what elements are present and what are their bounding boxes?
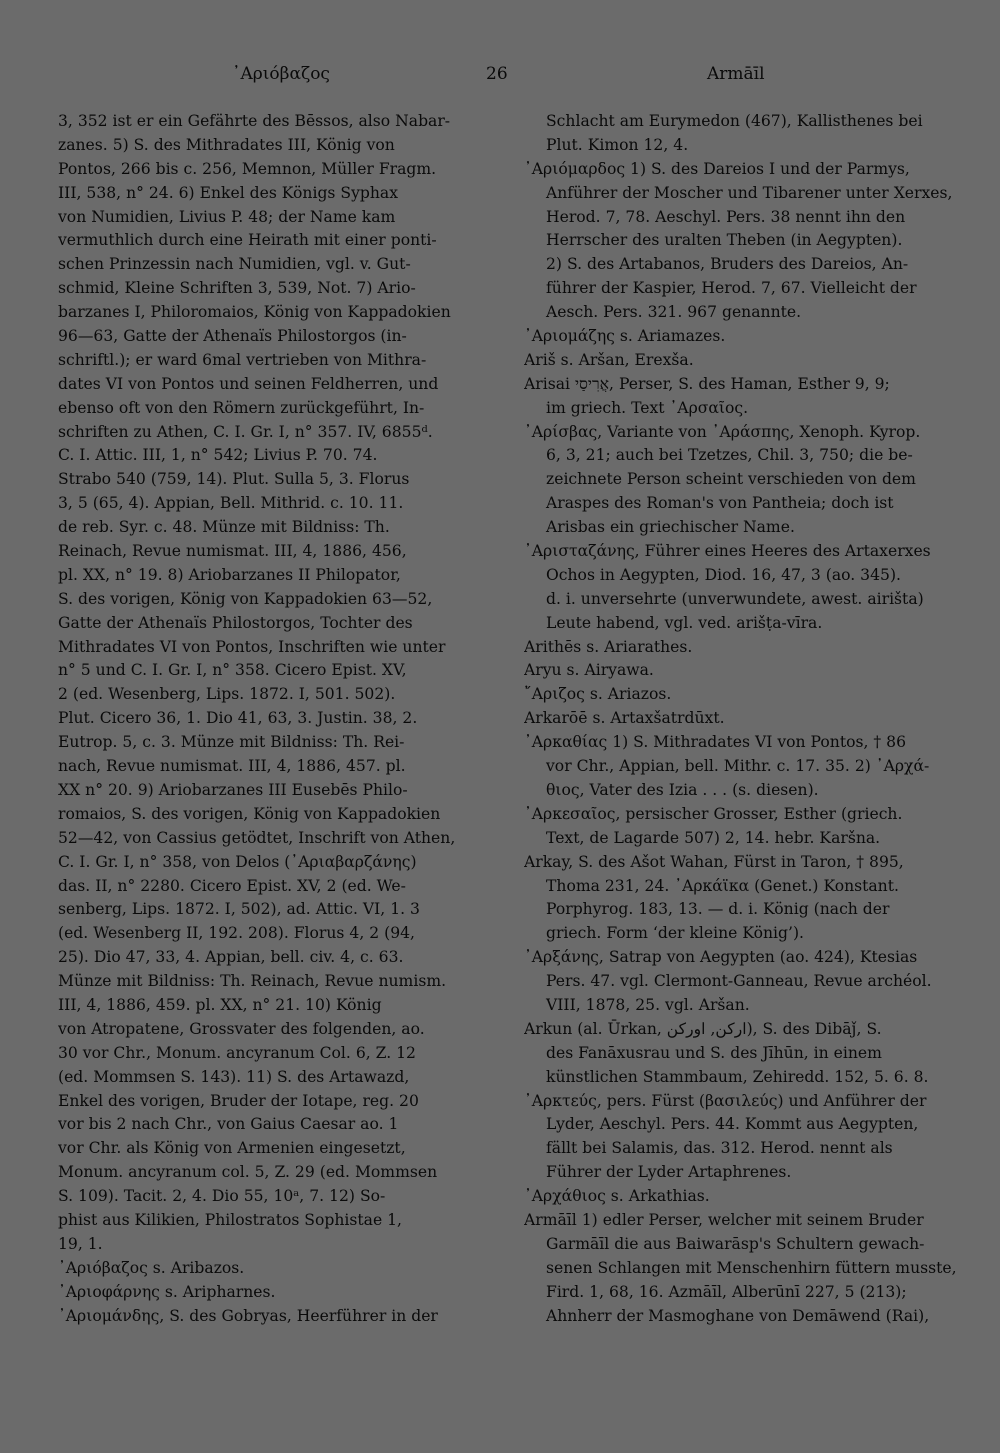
- text-line: S. 109). Tacit. 2, 4. Dio 55, 10ᵃ, 7. 12) So-: [58, 1187, 386, 1206]
- text-line: ᾿Αριόμαρδος 1) S. des Dareios I und der Parmys,: [524, 159, 910, 178]
- text-line: n° 5 und C. I. Gr. I, n° 358. Cicero Epist. XV,: [58, 661, 407, 680]
- text-line: Anführer der Moscher und Tibarener unter Xerxes,: [546, 183, 953, 202]
- text-line: XX n° 20. 9) Ariobarzanes III Eusebēs Philo-: [58, 780, 408, 799]
- text-line: im griech. Text ᾿Αρσαῖος.: [546, 398, 749, 417]
- right-column: [524, 110, 964, 1328]
- text-line: 2) S. des Artabanos, Bruders des Dareios, An-: [546, 255, 909, 274]
- text-line: (ed. Mommsen S. 143). 11) S. des Artawazd,: [58, 1067, 410, 1086]
- text-line: ebenso oft von den Römern zurückgeführt, In-: [58, 398, 425, 417]
- text-line: C. I. Attic. III, 1, n° 542; Livius P. 70. 74.: [58, 446, 378, 465]
- text-line: Gatte der Athenaïs Philostorgos, Tochter des: [58, 613, 413, 632]
- text-line: 2 (ed. Wesenberg, Lips. 1872. I, 501. 502).: [58, 685, 396, 704]
- text-line: zanes. 5) S. des Mithradates III, König von: [58, 135, 395, 154]
- text-line: schriftl.); er ward 6mal vertrieben von Mithra-: [58, 350, 427, 369]
- text-line: vor bis 2 nach Chr., von Gaius Caesar ao. 1: [58, 1115, 399, 1134]
- text-line: Plut. Kimon 12, 4.: [546, 135, 689, 154]
- text-line: Aesch. Pers. 321. 967 genannte.: [546, 303, 802, 322]
- text-line: Aryu s. Airyawa.: [524, 661, 654, 680]
- text-line: Arisai אֲרִיסַי, Perser, S. des Haman, Esther 9, 9;: [524, 374, 890, 393]
- text-line: Pers. 47. vgl. Clermont-Ganneau, Revue archéol.: [546, 972, 932, 991]
- text-line: Monum. ancyranum col. 5, Z. 29 (ed. Mommsen: [58, 1163, 438, 1182]
- text-line: Herod. 7, 78. Aeschyl. Pers. 38 nennt ihn den: [546, 207, 906, 226]
- text-line: 3, 352 ist er ein Gefährte des Bēssos, also Nabar-: [58, 112, 451, 130]
- text-line: Strabo 540 (759, 14). Plut. Sulla 5, 3. Florus: [58, 470, 410, 489]
- text-line: schriften zu Athen, C. I. Gr. I, n° 357. IV, 6855ᵈ.: [58, 422, 433, 441]
- text-line: Arisbas ein griechischer Name.: [546, 518, 795, 537]
- text-line: phist aus Kilikien, Philostratos Sophistae 1,: [58, 1210, 403, 1229]
- text-line: Garmāīl die aus Baiwarāsp's Schultern gewach-: [546, 1234, 925, 1253]
- text-line: C. I. Gr. I, n° 358, von Delos (᾿Αριαβαρζάνης): [58, 852, 417, 871]
- text-line: barzanes I, Philoromaios, König von Kappadokien: [58, 303, 451, 322]
- text-line: ᾿Αρχάθιος s. Arkathias.: [524, 1187, 710, 1206]
- text-line: zeichnete Person scheint verschieden von dem: [546, 470, 916, 489]
- text-line: griech. Form ‘der kleine König’).: [546, 924, 804, 943]
- text-line: ᾿Αριόβαζος s. Aribazos.: [58, 1258, 245, 1277]
- text-line: schen Prinzessin nach Numidien, vgl. v. Gut-: [58, 255, 411, 274]
- text-line: VIII, 1878, 25. vgl. Aršan.: [546, 995, 750, 1014]
- text-line: des Fanāxusrau und S. des Jīhūn, in einem: [546, 1043, 882, 1062]
- text-line: schmid, Kleine Schriften 3, 539, Not. 7) Ario-: [58, 279, 416, 298]
- text-line: Text, de Lagarde 507) 2, 14. hebr. Karšna.: [546, 828, 881, 847]
- text-line: Mithradates VI von Pontos, Inschriften wie unter: [58, 637, 446, 656]
- text-line: senberg, Lips. 1872. I, 502), ad. Attic. VI, 1. 3: [58, 900, 420, 919]
- text-line: Araspes des Roman's von Pantheia; doch ist: [546, 494, 894, 513]
- text-line: Enkel des vorigen, Bruder der Iotape, reg. 20: [58, 1091, 419, 1110]
- text-line: 25). Dio 47, 33, 4. Appian, bell. civ. 4, c. 63.: [58, 948, 404, 967]
- text-line: vor Chr., Appian, bell. Mithr. c. 17. 35. 2) ᾿Αρχά-: [546, 757, 930, 776]
- text-line: ᾿Αρκεσαῖος, persischer Grosser, Esther (griech.: [524, 804, 903, 823]
- text-line: das. II, n° 2280. Cicero Epist. XV, 2 (ed. We-: [58, 876, 406, 895]
- text-line: ᾿Αρίσβας, Variante von ᾿Αράσπης, Xenoph. Kyrop.: [524, 422, 921, 441]
- text-line: Porphyrog. 183, 13. — d. i. König (nach der: [546, 900, 890, 919]
- text-line: III, 4, 1886, 459. pl. XX, n° 21. 10) König: [58, 995, 382, 1014]
- text-line: (ed. Wesenberg II, 192. 208). Florus 4, 2 (94,: [58, 924, 415, 943]
- text-line: ᾿Αριομάνδης, S. des Gobryas, Heerführer in der: [58, 1306, 438, 1325]
- page-header: [0, 64, 1000, 94]
- text-line: 96—63, Gatte der Athenaïs Philostorgos (in-: [58, 327, 407, 346]
- text-line: ᾿Αρκτεύς, pers. Fürst (βασιλεύς) und Anführer der: [524, 1091, 927, 1110]
- text-line: Reinach, Revue numismat. III, 4, 1886, 456,: [58, 542, 407, 561]
- text-line: Armāīl 1) edler Perser, welcher mit seinem Bruder: [524, 1210, 924, 1229]
- text-line: führer der Kaspier, Herod. 7, 67. Vielleicht der: [546, 279, 917, 298]
- text-line: Schlacht am Eurymedon (467), Kallisthenes bei: [546, 112, 923, 130]
- text-line: S. des vorigen, König von Kappadokien 63—52,: [58, 589, 433, 608]
- text-line: Arkun (al. Ūrkan, ارکن, اورکن), S. des Dibāǰ, S.: [524, 1019, 882, 1038]
- page-number: 26: [486, 64, 508, 84]
- text-line: Thoma 231, 24. ᾿Αρκάϊκα (Genet.) Konstant.: [546, 876, 899, 895]
- text-line: 19, 1.: [58, 1234, 103, 1253]
- text-line: nach, Revue numismat. III, 4, 1886, 457. pl.: [58, 757, 406, 776]
- text-line: ᾿Αρκαθίας 1) S. Mithradates VI von Pontos, † 86: [524, 733, 907, 752]
- text-line: Arkarōē s. Artaxšatrdūxt.: [524, 709, 725, 728]
- text-line: vor Chr. als König von Armenien eingesetzt,: [58, 1139, 406, 1158]
- text-line: ᾿Αρισταζάνης, Führer eines Heeres des Artaxerxes: [524, 542, 931, 561]
- text-line: dates VI von Pontos und seinen Feldherren, und: [58, 374, 439, 393]
- text-line: Pontos, 266 bis c. 256, Memnon, Müller Fragm.: [58, 159, 437, 178]
- left-column: [58, 110, 498, 1328]
- header-left-headword: ᾿Αριόβαζος: [232, 64, 330, 84]
- text-line: ᾿Αριοφάρνης s. Aripharnes.: [58, 1282, 276, 1301]
- text-line: 52—42, von Cassius getödtet, Inschrift von Athen,: [58, 828, 456, 847]
- text-line: ᾿Αρξάνης, Satrap von Aegypten (ao. 424), Ktesias: [524, 948, 918, 967]
- text-line: Leute habend, vgl. ved. arišṭa-vīra.: [546, 613, 823, 632]
- text-line: senen Schlangen mit Menschenhirn füttern musste,: [546, 1258, 957, 1277]
- text-line: Arkay, S. des Ašot Wahan, Fürst in Taron, † 895,: [524, 852, 904, 871]
- text-line: Arithēs s. Ariarathes.: [524, 637, 693, 656]
- text-line: 3, 5 (65, 4). Appian, Bell. Mithrid. c. 10. 11.: [58, 494, 404, 513]
- text-line: de reb. Syr. c. 48. Münze mit Bildniss: Th.: [58, 518, 390, 537]
- text-line: vermuthlich durch eine Heirath mit einer ponti-: [58, 231, 437, 250]
- text-line: d. i. unversehrte (unverwundete, awest. airišta): [546, 589, 924, 608]
- text-line: Eutrop. 5, c. 3. Münze mit Bildniss: Th. Rei-: [58, 733, 405, 752]
- text-line: ῎Αριζος s. Ariazos.: [524, 685, 672, 704]
- text-line: 30 vor Chr., Monum. ancyranum Col. 6, Z. 12: [58, 1043, 416, 1062]
- text-line: Ahnherr der Masmoghane von Demāwend (Rai),: [546, 1306, 930, 1325]
- text-line: Ariš s. Aršan, Erexša.: [524, 350, 694, 369]
- text-line: Führer der Lyder Artaphrenes.: [546, 1163, 792, 1182]
- text-line: Plut. Cicero 36, 1. Dio 41, 63, 3. Justin. 38, 2.: [58, 709, 418, 728]
- text-line: pl. XX, n° 19. 8) Ariobarzanes II Philopator,: [58, 565, 401, 584]
- text-line: III, 538, n° 24. 6) Enkel des Königs Syphax: [58, 183, 399, 202]
- text-line: Ochos in Aegypten, Diod. 16, 47, 3 (ao. 345).: [546, 565, 901, 584]
- text-line: von Atropatene, Grossvater des folgenden, ao.: [58, 1019, 425, 1038]
- text-line: Herrscher des uralten Theben (in Aegypten).: [546, 231, 903, 250]
- text-line: künstlichen Stammbaum, Zehiredd. 152, 5. 6. 8.: [546, 1067, 929, 1086]
- text-line: θιος, Vater des Izia . . . (s. diesen).: [546, 780, 819, 799]
- text-line: von Numidien, Livius P. 48; der Name kam: [58, 207, 396, 226]
- text-line: Münze mit Bildniss: Th. Reinach, Revue numism.: [58, 972, 447, 991]
- text-line: 6, 3, 21; auch bei Tzetzes, Chil. 3, 750; die be-: [546, 446, 913, 465]
- text-line: Fird. 1, 68, 16. Azmāīl, Alberūnī 227, 5 (213);: [546, 1282, 907, 1301]
- text-line: fällt bei Salamis, das. 312. Herod. nennt als: [546, 1139, 893, 1158]
- text-line: ᾿Αριομάζης s. Ariamazes.: [524, 327, 726, 346]
- text-line: Lyder, Aeschyl. Pers. 44. Kommt aus Aegypten,: [546, 1115, 919, 1134]
- header-right-headword: Armāīl: [707, 64, 765, 84]
- text-line: romaios, S. des vorigen, König von Kappadokien: [58, 804, 441, 823]
